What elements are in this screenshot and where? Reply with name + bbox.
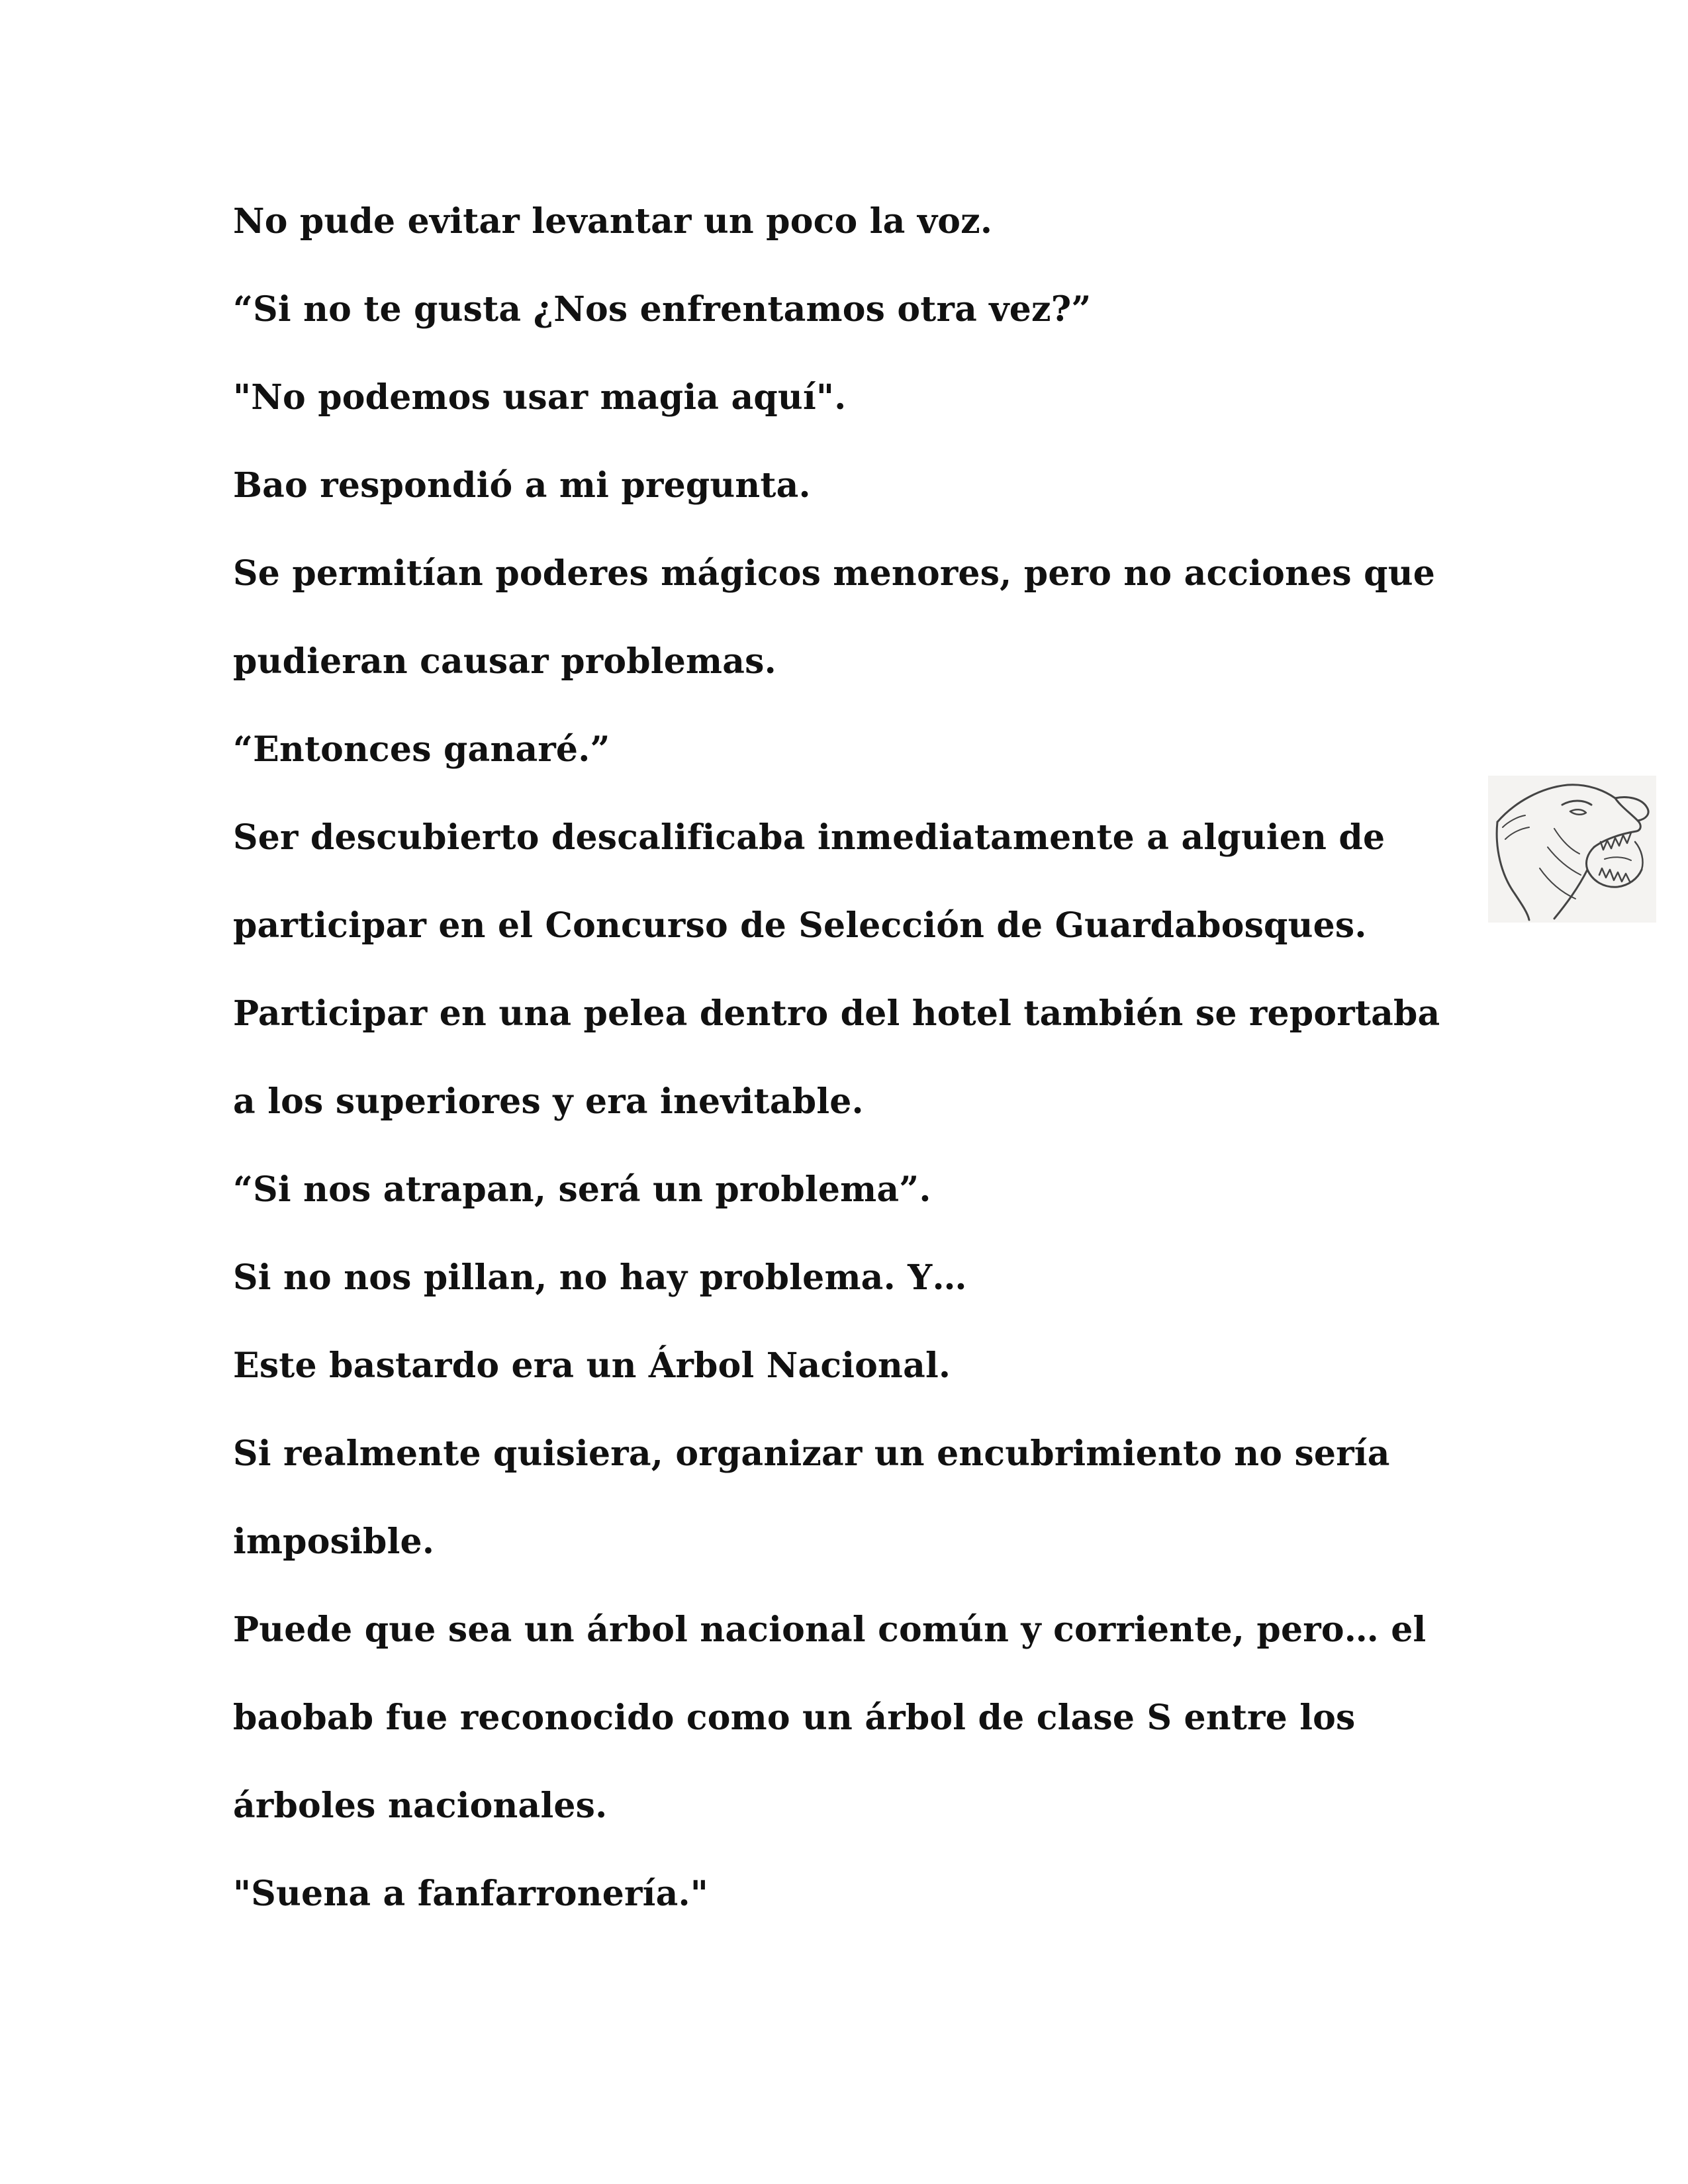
text-line: árboles nacionales.	[233, 1786, 608, 1826]
text-line: "No podemos usar magia aquí".	[233, 377, 847, 418]
text-line: Este bastardo era un Árbol Nacional.	[233, 1345, 951, 1386]
text-line: Si no nos pillan, no hay problema. Y…	[233, 1257, 967, 1298]
text-line: a los superiores y era inevitable.	[233, 1081, 864, 1122]
text-line: baobab fue reconocido como un árbol de clase S entre los	[233, 1698, 1356, 1738]
text-line: “Si no te gusta ¿Nos enfrentamos otra vez?”	[233, 289, 1092, 330]
text-line: Ser descubierto descalificaba inmediatamente a alguien de	[233, 817, 1385, 858]
text-line: Se permitían poderes mágicos menores, pero no acciones que	[233, 553, 1435, 594]
text-line: participar en el Concurso de Selección de Guardabosques.	[233, 905, 1367, 946]
text-line: imposible.	[233, 1522, 435, 1562]
text-line: Participar en una pelea dentro del hotel también se reportaba	[233, 993, 1440, 1034]
text-line: “Entonces ganaré.”	[233, 729, 610, 770]
text-line: “Si nos atrapan, será un problema”.	[233, 1169, 931, 1210]
text-line: Si realmente quisiera, organizar un encubrimiento no sería	[233, 1433, 1390, 1474]
text-line: "Suena a fanfarronería."	[233, 1874, 709, 1914]
body-text	[233, 192, 1491, 1952]
text-line: pudieran causar problemas.	[233, 641, 776, 682]
dinosaur-head-icon	[1488, 776, 1656, 923]
text-line: Puede que sea un árbol nacional común y corriente, pero… el	[233, 1610, 1427, 1650]
text-line: No pude evitar levantar un poco la voz.	[233, 201, 993, 242]
text-line: Bao respondió a mi pregunta.	[233, 465, 811, 506]
